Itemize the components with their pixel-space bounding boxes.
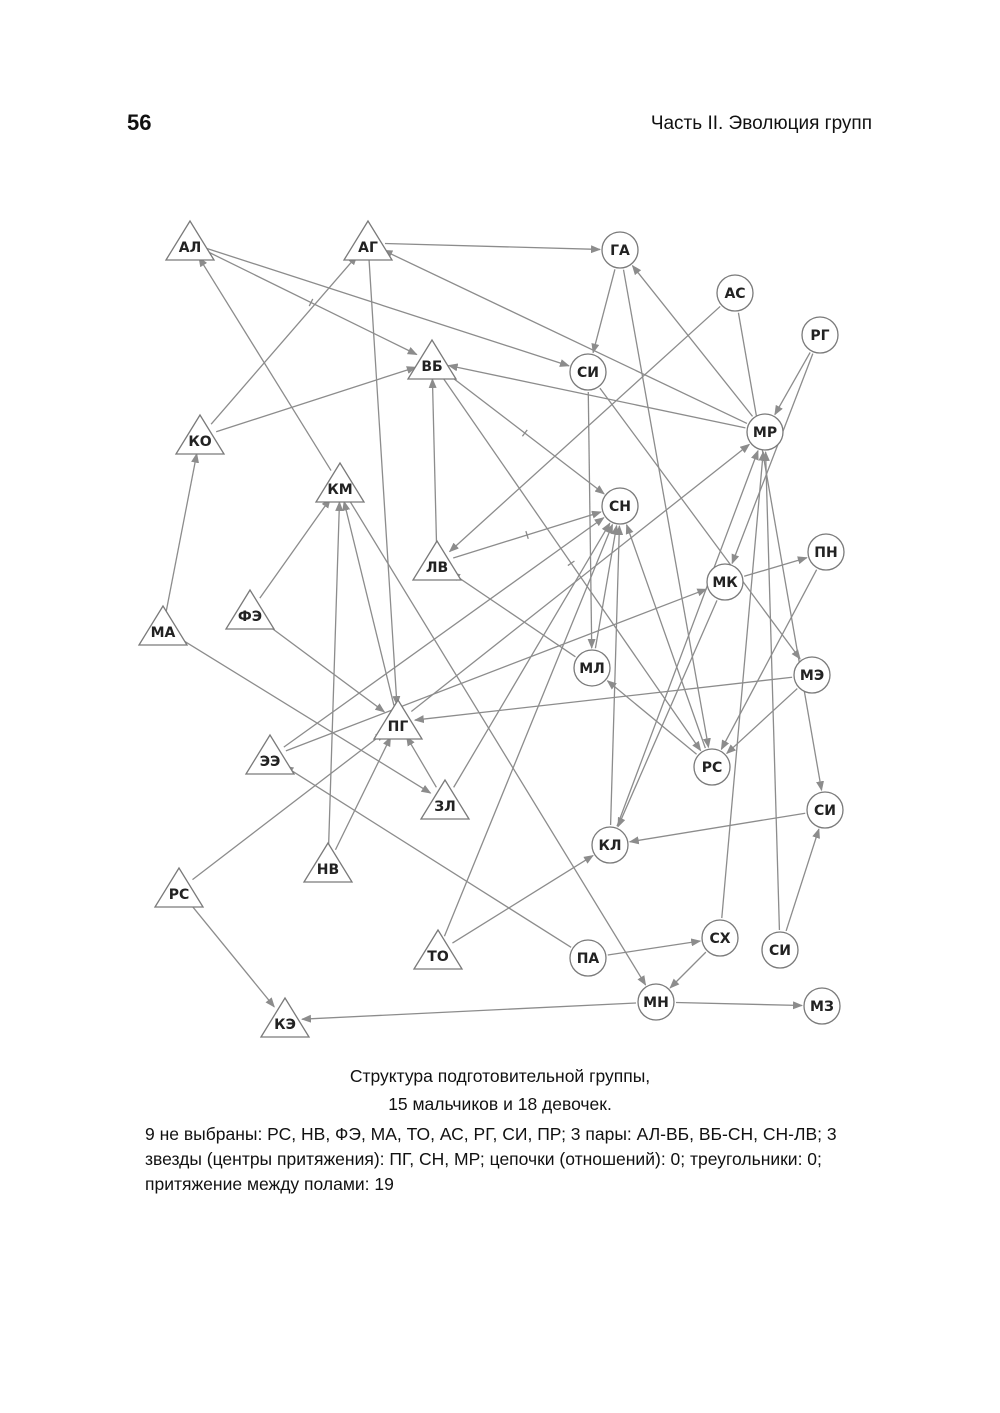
node-label: МР (752, 425, 778, 441)
node-label: НВ (316, 862, 340, 878)
edge-me-pg (415, 677, 792, 720)
node-ma (139, 606, 187, 645)
node-si1 (570, 354, 606, 390)
node-label: МЗ (810, 999, 834, 1015)
page-number: 56 (127, 110, 152, 135)
node-al (166, 221, 214, 260)
edge-km-al (199, 257, 331, 470)
edge-ko-ag (211, 256, 357, 424)
edge-pa-sh (608, 941, 700, 955)
node-label: АС (724, 286, 746, 302)
node-label: КЛ (598, 838, 622, 854)
edge-mn-ke (302, 1003, 636, 1019)
node-label: МЭ (799, 668, 825, 684)
edge-fe-km (260, 499, 330, 598)
edge-ml-sn (595, 526, 616, 649)
edge-si1-ml (588, 392, 591, 648)
edge-lv-vb (432, 379, 436, 546)
node-me (794, 657, 830, 693)
node-rs1 (694, 749, 730, 785)
node-label: КО (188, 434, 212, 450)
node-label: АГ (358, 240, 378, 256)
node-mz (804, 988, 840, 1024)
edge-ma-ko (166, 454, 197, 612)
node-label: СХ (709, 931, 731, 947)
edge-al-si1 (206, 248, 569, 366)
mutual-tick-vb-rs1 (568, 561, 575, 566)
node-label: МЛ (579, 661, 605, 677)
edge-zl-pg (407, 737, 437, 788)
running-title: Часть II. Эволюция групп (650, 113, 872, 134)
node-kl (592, 827, 628, 863)
node-label: СИ (814, 803, 836, 819)
node-vb (408, 340, 456, 379)
caption-details: 9 не выбраны: РС, НВ, ФЭ, МА, ТО, АС, РГ, СИ, ПР; 3 пары: АЛ-ВБ, ВБ-СН, СН-ЛВ; 3 звезды (центры притяжения): ПГ, СН, МР; цепочки (отношений): 0; треугольники: 0; притяжение между полами: 19 (145, 1124, 837, 1194)
node-label: ЛВ (425, 560, 449, 576)
node-pa (570, 940, 606, 976)
node-label: ПА (576, 951, 600, 967)
node-label: КЭ (274, 1017, 296, 1033)
node-as (717, 275, 753, 311)
node-label: ПГ (387, 719, 409, 735)
edge-nv-km (329, 502, 340, 848)
edge-si3-mr (766, 452, 780, 930)
node-ml (574, 650, 610, 686)
edge-mn-mz (676, 1002, 802, 1005)
edge-fe-pg (264, 622, 385, 712)
node-to (414, 930, 462, 969)
node-ko (176, 415, 224, 454)
node-label: ТО (427, 949, 449, 965)
node-label: РГ (810, 328, 830, 344)
edge-si2-kl (630, 813, 806, 842)
edge-to-sn (444, 525, 612, 937)
node-pg (374, 700, 422, 739)
node-rs2 (155, 868, 203, 907)
node-ke (261, 998, 309, 1037)
node-rg (802, 317, 838, 353)
node-ee (246, 735, 294, 774)
edge-sh-mn (670, 952, 706, 988)
edge-rs2-pg (192, 732, 384, 879)
node-zl (421, 780, 469, 819)
node-ag (344, 221, 392, 260)
node-label: КМ (327, 482, 353, 498)
node-mr (747, 414, 783, 450)
node-sh (702, 920, 738, 956)
node-label: РС (168, 887, 190, 903)
node-nv (304, 843, 352, 882)
edge-mr-ag (383, 250, 747, 423)
edge-kl-sn (611, 526, 620, 825)
caption-subtitle: 15 мальчиков и 18 девочек. (388, 1094, 612, 1114)
node-label: МН (643, 995, 669, 1011)
node-label: РС (701, 760, 723, 776)
edge-ag-ga (385, 243, 600, 249)
edge-km-mn (349, 500, 646, 985)
node-label: МА (150, 625, 176, 641)
node-si2 (807, 792, 843, 828)
edge-ag-pg (369, 260, 397, 705)
node-lv (413, 541, 461, 580)
node-fe (226, 590, 274, 629)
node-mk (707, 564, 743, 600)
edge-ee-mk (286, 589, 706, 751)
caption-title: Структура подготовительной группы, (349, 1066, 651, 1086)
node-label: СИ (577, 365, 599, 381)
node-label: СН (609, 499, 631, 515)
edge-rs1-sn (627, 525, 706, 748)
node-pn (808, 534, 844, 570)
edge-rg-mk (732, 354, 813, 564)
node-km (316, 463, 364, 502)
node-label: АЛ (178, 240, 202, 256)
edge-ml-lv (451, 573, 575, 657)
node-label: ФЭ (237, 609, 263, 625)
node-label: ВБ (421, 359, 443, 375)
edge-rs1-ml (607, 681, 696, 755)
edge-nv-pg (335, 737, 390, 849)
edge-to-kl (452, 856, 593, 943)
node-mn (638, 984, 674, 1020)
edge-rs2-ke (190, 903, 275, 1007)
node-si3 (762, 932, 798, 968)
node-ga (602, 232, 638, 268)
node-label: ПН (814, 545, 838, 561)
node-label: ЭЭ (259, 754, 281, 770)
node-label: ГА (610, 243, 630, 259)
node-sn (602, 488, 638, 524)
edge-ko-vb (216, 367, 416, 432)
node-label: МК (712, 575, 738, 591)
mutual-tick-vb-sn (522, 430, 527, 436)
edge-ga-si1 (593, 269, 615, 352)
node-label: СИ (769, 943, 791, 959)
node-label: ЗЛ (434, 799, 456, 815)
edge-si3-si2 (786, 829, 819, 931)
edge-as-lv (450, 306, 721, 551)
